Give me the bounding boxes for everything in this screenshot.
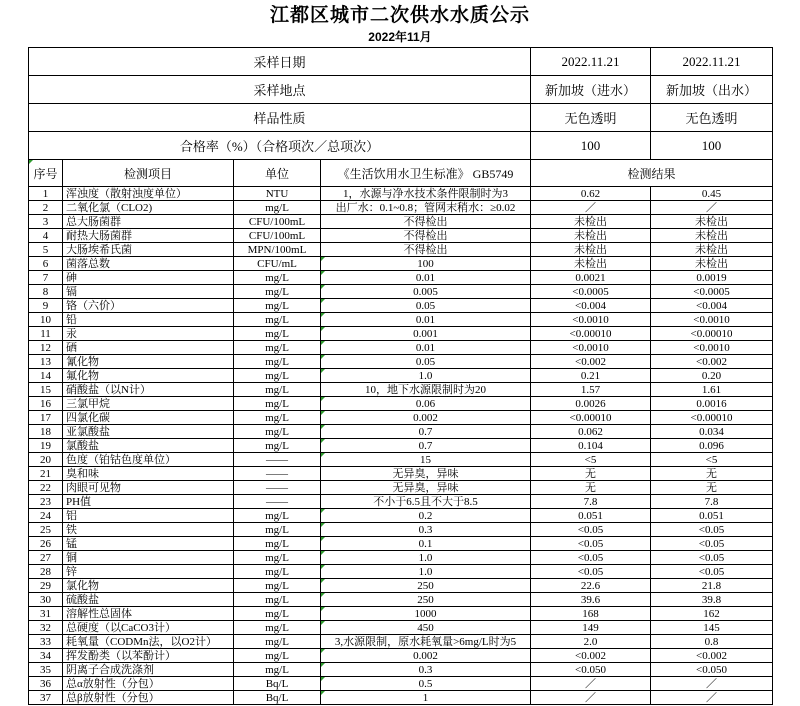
row-no: 32: [29, 621, 63, 635]
unit-value: NTU: [234, 187, 321, 201]
result-inflow: ／: [531, 677, 651, 691]
result-inflow: ／: [531, 691, 651, 705]
standard-limit: 450: [321, 621, 531, 635]
result-inflow: 149: [531, 621, 651, 635]
standard-limit: 0.1: [321, 537, 531, 551]
table-row: [29, 509, 773, 523]
standard-limit: 10，地下水源限制时为20: [321, 383, 531, 397]
unit-value: mg/L: [234, 635, 321, 649]
item-name: 氯化物: [63, 579, 234, 593]
result-outflow: 未检出: [651, 257, 773, 271]
result-inflow: 2.0: [531, 635, 651, 649]
column-header-row: [29, 160, 773, 187]
page-subtitle: 2022年11月: [368, 30, 432, 44]
item-name: 挥发酚类（以苯酚计）: [63, 649, 234, 663]
row-no: 11: [29, 327, 63, 341]
table-row: [29, 635, 773, 649]
unit-value: CFU/100mL: [234, 229, 321, 243]
table-row: [29, 621, 773, 635]
result-outflow: 未检出: [651, 243, 773, 257]
result-outflow: <0.002: [651, 649, 773, 663]
item-name: 菌落总数: [63, 257, 234, 271]
result-inflow: <0.0010: [531, 313, 651, 327]
result-outflow: 未检出: [651, 215, 773, 229]
result-inflow: 无: [531, 467, 651, 481]
col-header-standard: 《生活饮用水卫生标准》 GB5749: [321, 160, 531, 187]
table-row: [29, 327, 773, 341]
result-inflow: 0.21: [531, 369, 651, 383]
unit-value: mg/L: [234, 271, 321, 285]
standard-limit: 15: [321, 453, 531, 467]
col-header-item: 检测项目: [63, 160, 234, 187]
table-row: [29, 565, 773, 579]
standard-limit: 0.05: [321, 355, 531, 369]
unit-value: mg/L: [234, 341, 321, 355]
info-value-in: 2022.11.21: [531, 48, 651, 76]
result-inflow: <0.0010: [531, 341, 651, 355]
result-inflow: 未检出: [531, 257, 651, 271]
unit-value: mg/L: [234, 299, 321, 313]
unit-value: mg/L: [234, 425, 321, 439]
row-no: 15: [29, 383, 63, 397]
result-inflow: <0.004: [531, 299, 651, 313]
item-name: 亚氯酸盐: [63, 425, 234, 439]
unit-value: ——: [234, 481, 321, 495]
standard-limit: 0.06: [321, 397, 531, 411]
table-row: [29, 439, 773, 453]
unit-value: CFU/mL: [234, 257, 321, 271]
result-outflow: 21.8: [651, 579, 773, 593]
unit-value: mg/L: [234, 509, 321, 523]
standard-limit: 0.7: [321, 439, 531, 453]
item-name: 耗氧量（CODMn法，以O2计）: [63, 635, 234, 649]
standard-limit: 1: [321, 691, 531, 705]
row-no: 23: [29, 495, 63, 509]
result-inflow: 未检出: [531, 229, 651, 243]
result-outflow: ／: [651, 691, 773, 705]
standard-limit: 0.05: [321, 299, 531, 313]
table-row: [29, 649, 773, 663]
row-no: 9: [29, 299, 63, 313]
table-row: [29, 271, 773, 285]
pass-rate-row: [29, 132, 773, 160]
unit-value: mg/L: [234, 383, 321, 397]
sampling-location-row: [29, 76, 773, 104]
row-no: 2: [29, 201, 63, 215]
row-no: 22: [29, 481, 63, 495]
result-inflow: 22.6: [531, 579, 651, 593]
unit-value: mg/L: [234, 397, 321, 411]
item-name: 硫酸盐: [63, 593, 234, 607]
result-outflow: 0.0016: [651, 397, 773, 411]
row-no: 36: [29, 677, 63, 691]
standard-limit: 0.5: [321, 677, 531, 691]
table-row: [29, 215, 773, 229]
result-inflow: <0.00010: [531, 327, 651, 341]
result-inflow: <0.05: [531, 523, 651, 537]
item-name: 耐热大肠菌群: [63, 229, 234, 243]
row-no: 28: [29, 565, 63, 579]
result-inflow: 未检出: [531, 243, 651, 257]
unit-value: mg/L: [234, 649, 321, 663]
result-inflow: 0.051: [531, 509, 651, 523]
sampling-date-row: [29, 48, 773, 76]
item-name: 阴离子合成洗涤剂: [63, 663, 234, 677]
standard-limit: 3,水源限制，原水耗氧量>6mg/L时为5: [321, 635, 531, 649]
row-no: 27: [29, 551, 63, 565]
sample-property-row: [29, 104, 773, 132]
item-name: 镉: [63, 285, 234, 299]
result-inflow: <0.002: [531, 355, 651, 369]
unit-value: mg/L: [234, 593, 321, 607]
table-row: [29, 495, 773, 509]
row-no: 17: [29, 411, 63, 425]
row-no: 34: [29, 649, 63, 663]
result-outflow: <0.0010: [651, 341, 773, 355]
item-name: 硝酸盐（以N计）: [63, 383, 234, 397]
result-inflow: 未检出: [531, 215, 651, 229]
unit-value: Bq/L: [234, 677, 321, 691]
standard-limit: 0.3: [321, 663, 531, 677]
result-inflow: 0.0021: [531, 271, 651, 285]
result-inflow: 1.57: [531, 383, 651, 397]
item-name: 二氧化氯（CLO2): [63, 201, 234, 215]
result-outflow: 0.45: [651, 187, 773, 201]
standard-limit: 0.002: [321, 411, 531, 425]
unit-value: mg/L: [234, 579, 321, 593]
result-inflow: ／: [531, 201, 651, 215]
row-no: 1: [29, 187, 63, 201]
table-row: [29, 593, 773, 607]
result-outflow: 145: [651, 621, 773, 635]
row-no: 21: [29, 467, 63, 481]
unit-value: ——: [234, 467, 321, 481]
standard-limit: 0.3: [321, 523, 531, 537]
row-no: 14: [29, 369, 63, 383]
info-value-in: 100: [531, 132, 651, 160]
row-no: 18: [29, 425, 63, 439]
row-no: 19: [29, 439, 63, 453]
unit-value: mg/L: [234, 537, 321, 551]
table-row: [29, 369, 773, 383]
table-row: [29, 355, 773, 369]
table-row: [29, 201, 773, 215]
standard-limit: 0.01: [321, 341, 531, 355]
table-row: [29, 453, 773, 467]
table-row: [29, 383, 773, 397]
result-outflow: 0.8: [651, 635, 773, 649]
item-name: 铝: [63, 509, 234, 523]
result-inflow: 0.0026: [531, 397, 651, 411]
item-name: 砷: [63, 271, 234, 285]
standard-limit: 250: [321, 579, 531, 593]
item-name: 总大肠菌群: [63, 215, 234, 229]
table-row: [29, 425, 773, 439]
unit-value: mg/L: [234, 551, 321, 565]
unit-value: ——: [234, 495, 321, 509]
table-row: [29, 187, 773, 201]
standard-limit: 无异臭，异味: [321, 481, 531, 495]
row-no: 31: [29, 607, 63, 621]
item-name: 大肠埃希氏菌: [63, 243, 234, 257]
row-no: 7: [29, 271, 63, 285]
row-no: 10: [29, 313, 63, 327]
result-outflow: 162: [651, 607, 773, 621]
table-row: [29, 691, 773, 705]
standard-limit: 出厂水：0.1~0.8；管网末稍水：≥0.02: [321, 201, 531, 215]
table-row: [29, 257, 773, 271]
standard-limit: 1000: [321, 607, 531, 621]
item-name: 氟化物: [63, 369, 234, 383]
standard-limit: 不得检出: [321, 229, 531, 243]
result-outflow: 无: [651, 481, 773, 495]
item-name: 浑浊度（散射浊度单位）: [63, 187, 234, 201]
result-outflow: 无: [651, 467, 773, 481]
table-row: [29, 481, 773, 495]
unit-value: mg/L: [234, 201, 321, 215]
row-no: 5: [29, 243, 63, 257]
result-inflow: <5: [531, 453, 651, 467]
result-outflow: <0.0005: [651, 285, 773, 299]
item-name: 色度（铂钴色度单位）: [63, 453, 234, 467]
standard-limit: 无异臭，异味: [321, 467, 531, 481]
result-inflow: 0.062: [531, 425, 651, 439]
standard-limit: 1.0: [321, 551, 531, 565]
table-row: [29, 299, 773, 313]
table-row: [29, 663, 773, 677]
result-outflow: <0.05: [651, 537, 773, 551]
table-row: [29, 677, 773, 691]
item-name: 硒: [63, 341, 234, 355]
result-outflow: 0.20: [651, 369, 773, 383]
result-inflow: 168: [531, 607, 651, 621]
item-name: 肉眼可见物: [63, 481, 234, 495]
item-name: 汞: [63, 327, 234, 341]
result-inflow: 0.104: [531, 439, 651, 453]
standard-limit: 0.005: [321, 285, 531, 299]
result-outflow: 0.096: [651, 439, 773, 453]
page-title: 江都区城市二次供水水质公示: [269, 5, 530, 26]
unit-value: mg/L: [234, 621, 321, 635]
row-no: 13: [29, 355, 63, 369]
result-outflow: <0.004: [651, 299, 773, 313]
item-name: 总硬度（以CaCO3计）: [63, 621, 234, 635]
table-row: [29, 467, 773, 481]
row-no: 30: [29, 593, 63, 607]
unit-value: mg/L: [234, 523, 321, 537]
info-value-out: 2022.11.21: [651, 48, 773, 76]
result-inflow: 0.62: [531, 187, 651, 201]
row-no: 8: [29, 285, 63, 299]
item-name: 四氯化碳: [63, 411, 234, 425]
row-no: 16: [29, 397, 63, 411]
info-row-label: 合格率（%）（合格项次／总项次）: [29, 132, 531, 160]
standard-limit: 不小于6.5且不大于8.5: [321, 495, 531, 509]
result-inflow: <0.05: [531, 565, 651, 579]
item-name: 溶解性总固体: [63, 607, 234, 621]
unit-value: ——: [234, 453, 321, 467]
result-inflow: <0.0005: [531, 285, 651, 299]
row-no: 37: [29, 691, 63, 705]
table-row: [29, 229, 773, 243]
item-name: 臭和味: [63, 467, 234, 481]
unit-value: mg/L: [234, 369, 321, 383]
unit-value: mg/L: [234, 285, 321, 299]
unit-value: mg/L: [234, 411, 321, 425]
result-outflow: ／: [651, 677, 773, 691]
info-value-in: 无色透明: [531, 104, 651, 132]
table-row: [29, 243, 773, 257]
row-no: 24: [29, 509, 63, 523]
result-inflow: 无: [531, 481, 651, 495]
info-value-out: 新加坡（出水）: [651, 76, 773, 104]
unit-value: mg/L: [234, 355, 321, 369]
result-outflow: 0.034: [651, 425, 773, 439]
item-name: 总α放射性（分包）: [63, 677, 234, 691]
row-no: 29: [29, 579, 63, 593]
item-name: 铬（六价）: [63, 299, 234, 313]
standard-limit: 0.002: [321, 649, 531, 663]
standard-limit: 不得检出: [321, 215, 531, 229]
row-no: 6: [29, 257, 63, 271]
table-row: [29, 607, 773, 621]
unit-value: mg/L: [234, 663, 321, 677]
result-inflow: <0.05: [531, 537, 651, 551]
result-outflow: 0.0019: [651, 271, 773, 285]
item-name: 氯酸盐: [63, 439, 234, 453]
result-outflow: <0.05: [651, 565, 773, 579]
row-no: 12: [29, 341, 63, 355]
standard-limit: 0.2: [321, 509, 531, 523]
unit-value: mg/L: [234, 565, 321, 579]
standard-limit: 1.0: [321, 369, 531, 383]
item-name: 锌: [63, 565, 234, 579]
table-row: [29, 411, 773, 425]
standard-limit: 1，水源与净水技术条件限制时为3: [321, 187, 531, 201]
unit-value: MPN/100mL: [234, 243, 321, 257]
table-row: [29, 537, 773, 551]
table-row: [29, 523, 773, 537]
unit-value: CFU/100mL: [234, 215, 321, 229]
result-outflow: 0.051: [651, 509, 773, 523]
table-row: [29, 579, 773, 593]
result-inflow: 39.6: [531, 593, 651, 607]
item-name: PH值: [63, 495, 234, 509]
info-value-in: 新加坡（进水）: [531, 76, 651, 104]
standard-limit: 0.7: [321, 425, 531, 439]
result-outflow: <0.05: [651, 551, 773, 565]
unit-value: mg/L: [234, 607, 321, 621]
item-name: 氰化物: [63, 355, 234, 369]
col-header-no: 序号: [29, 160, 63, 187]
item-name: 总β放射性（分包）: [63, 691, 234, 705]
result-outflow: <0.0010: [651, 313, 773, 327]
result-outflow: 39.8: [651, 593, 773, 607]
result-outflow: <0.002: [651, 355, 773, 369]
standard-limit: 100: [321, 257, 531, 271]
info-row-label: 采样日期: [29, 48, 531, 76]
table-row: [29, 285, 773, 299]
result-outflow: ／: [651, 201, 773, 215]
row-no: 3: [29, 215, 63, 229]
result-outflow: 未检出: [651, 229, 773, 243]
result-inflow: <0.050: [531, 663, 651, 677]
result-inflow: 7.8: [531, 495, 651, 509]
row-no: 20: [29, 453, 63, 467]
row-no: 35: [29, 663, 63, 677]
result-inflow: <0.05: [531, 551, 651, 565]
standard-limit: 0.01: [321, 313, 531, 327]
table-row: [29, 551, 773, 565]
info-row-label: 采样地点: [29, 76, 531, 104]
col-header-unit: 单位: [234, 160, 321, 187]
result-outflow: <0.050: [651, 663, 773, 677]
item-name: 锰: [63, 537, 234, 551]
table-row: [29, 397, 773, 411]
result-inflow: <0.002: [531, 649, 651, 663]
result-outflow: 1.61: [651, 383, 773, 397]
water-quality-table: [28, 47, 773, 705]
unit-value: Bq/L: [234, 691, 321, 705]
test-result-rows: [29, 187, 773, 705]
standard-limit: 0.001: [321, 327, 531, 341]
item-name: 铜: [63, 551, 234, 565]
table-row: [29, 313, 773, 327]
standard-limit: 不得检出: [321, 243, 531, 257]
row-no: 25: [29, 523, 63, 537]
result-outflow: <0.00010: [651, 411, 773, 425]
item-name: 铁: [63, 523, 234, 537]
result-outflow: <0.00010: [651, 327, 773, 341]
result-outflow: <0.05: [651, 523, 773, 537]
unit-value: mg/L: [234, 327, 321, 341]
unit-value: mg/L: [234, 313, 321, 327]
result-outflow: <5: [651, 453, 773, 467]
col-header-result: 检测结果: [531, 160, 773, 187]
result-inflow: <0.00010: [531, 411, 651, 425]
info-value-out: 无色透明: [651, 104, 773, 132]
row-no: 33: [29, 635, 63, 649]
item-name: 三氯甲烷: [63, 397, 234, 411]
unit-value: mg/L: [234, 439, 321, 453]
standard-limit: 250: [321, 593, 531, 607]
standard-limit: 1.0: [321, 565, 531, 579]
standard-limit: 0.01: [321, 271, 531, 285]
info-value-out: 100: [651, 132, 773, 160]
table-row: [29, 341, 773, 355]
row-no: 4: [29, 229, 63, 243]
row-no: 26: [29, 537, 63, 551]
result-outflow: 7.8: [651, 495, 773, 509]
item-name: 铅: [63, 313, 234, 327]
info-row-label: 样品性质: [29, 104, 531, 132]
